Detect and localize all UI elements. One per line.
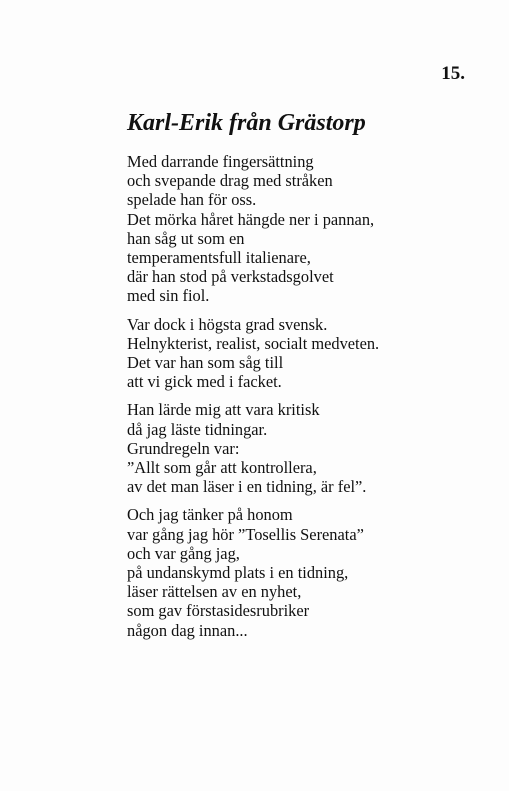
poem-line: Var dock i högsta grad svensk.	[127, 314, 328, 334]
poem-line: Helnykterist, realist, socialt medveten.	[127, 333, 380, 353]
poem-line: som gav förstasidesrubriker	[127, 601, 310, 621]
poem-line: Han lärde mig att vara kritisk	[127, 400, 320, 420]
poem-line: med sin fiol.	[127, 286, 210, 306]
poem-line: där han stod på verkstadsgolvet	[127, 267, 334, 287]
poem-line: spelade han för oss.	[127, 190, 257, 210]
poem-line: Och jag tänker på honom	[127, 505, 293, 525]
stanza-2	[127, 315, 467, 392]
poem-body	[127, 152, 467, 649]
stanza-1	[127, 152, 467, 306]
poem-line: på undanskymd plats i en tidning,	[127, 563, 349, 583]
poem-line: Det var han som såg till	[127, 353, 284, 373]
poem-line: och svepande drag med stråken	[127, 171, 333, 191]
poem-line: och var gång jag,	[127, 543, 240, 563]
poem-line: då jag läste tidningar.	[127, 419, 268, 439]
poem-line: ”Allt som går att kontrollera,	[127, 458, 317, 478]
poem-line: Det mörka håret hängde ner i pannan,	[127, 209, 375, 229]
poem-line: han såg ut som en	[127, 228, 245, 248]
poem-title: Karl-Erik från Grästorp	[127, 110, 366, 136]
poem-line: att vi gick med i facket.	[127, 372, 282, 392]
stanza-3	[127, 400, 467, 496]
poem-line: Med darrande fingersättning	[127, 152, 314, 171]
stanza-4	[127, 505, 467, 639]
poem-line: Grundregeln var:	[127, 438, 240, 458]
poem-line: var gång jag hör ”Tosellis Serenata”	[127, 524, 364, 544]
page-number: 15.	[441, 63, 465, 84]
poem-line: temperamentsfull italienare,	[127, 248, 311, 268]
poem-line: av det man läser i en tidning, är fel”.	[127, 477, 367, 497]
poem-line: någon dag innan...	[127, 620, 248, 640]
poem-line: läser rättelsen av en nyhet,	[127, 582, 302, 602]
